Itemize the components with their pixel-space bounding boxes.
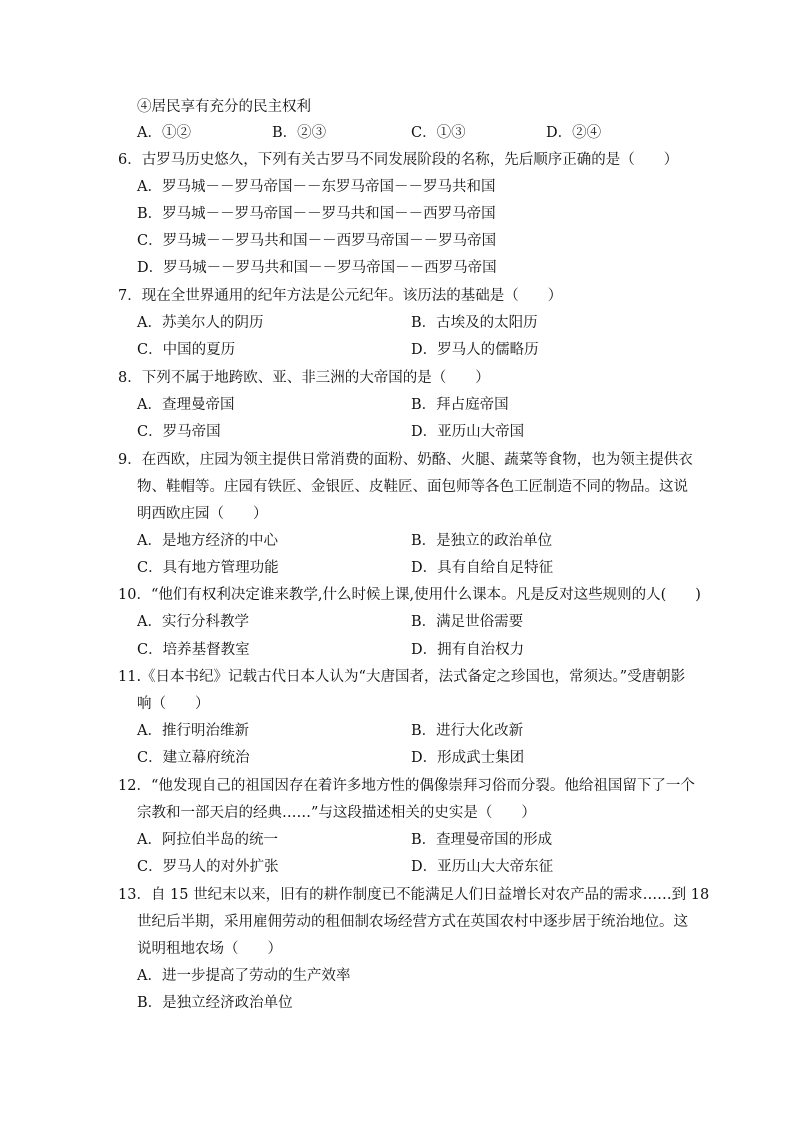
q7-option-d: D．罗马人的儒略历 xyxy=(411,342,539,358)
q13-stem-line-1: 13．自 15 世纪末以来，旧有的耕作制度已不能满足人们日益增长对农产品的需求……到 18 xyxy=(118,887,710,903)
q12-option-c: C．罗马人的对外扩张 xyxy=(137,859,279,875)
q6-option-a: A．罗马城－－罗马帝国－－东罗马帝国－－罗马共和国 xyxy=(137,179,496,195)
q9-stem-line-3: 明西欧庄园（ ） xyxy=(137,506,268,522)
q6-option-b: B．罗马城－－罗马帝国－－罗马共和国－－西罗马帝国 xyxy=(137,206,496,222)
q12-stem-line-2: 宗教和一部天启的经典……”与这段描述相关的史实是（ ） xyxy=(137,805,536,821)
q7-option-c: C．中国的夏历 xyxy=(137,342,236,358)
q13-stem-line-3: 说明租地农场（ ） xyxy=(137,941,282,957)
q6-stem: 6．古罗马历史悠久，下列有关古罗马不同发展阶段的名称，先后顺序正确的是（ ） xyxy=(118,152,679,168)
q9-option-c: C．具有地方管理功能 xyxy=(137,560,279,576)
q13-option-b: B．是独立经济政治单位 xyxy=(137,995,293,1011)
q9-stem-line-2: 物、鞋帽等。庄园有铁匠、金银匠、皮鞋匠、面包师等各色工匠制造不同的物品。这说 xyxy=(137,479,688,495)
q6-option-d: D．罗马城－－罗马共和国－－罗马帝国－－西罗马帝国 xyxy=(137,260,497,276)
q11-option-b: B．进行大化改新 xyxy=(411,723,524,739)
q5-statement-4: ④居民享有充分的民主权利 xyxy=(137,99,311,115)
q11-option-a: A．推行明治维新 xyxy=(137,723,249,739)
q11-option-d: D．形成武士集团 xyxy=(411,750,525,766)
q10-option-d: D．拥有自治权力 xyxy=(411,642,525,658)
q12-stem-line-1: 12．“他发现自己的祖国因存在着许多地方性的偶像崇拜习俗而分裂。他给祖国留下了一个 xyxy=(118,778,695,794)
q10-stem: 10．“他们有权利决定谁来教学,什么时候上课,使用什么课本。凡是反对这些规则的人( ) xyxy=(118,587,701,603)
q5-option-b: B．②③ xyxy=(272,125,327,141)
q9-stem-line-1: 9．在西欧，庄园为领主提供日常消费的面粉、奶酪、火腿、蔬菜等食物，也为领主提供衣 xyxy=(118,452,693,468)
q8-option-a: A．查理曼帝国 xyxy=(137,397,235,413)
q8-option-b: B．拜占庭帝国 xyxy=(411,397,509,413)
q11-stem-line-2: 响（ ） xyxy=(137,696,210,712)
q12-option-a: A．阿拉伯半岛的统一 xyxy=(137,832,278,848)
q5-option-a: A．①② xyxy=(137,125,191,141)
q7-stem: 7．现在全世界通用的纪年方法是公元纪年。该历法的基础是（ ） xyxy=(118,288,563,304)
q13-stem-line-2: 世纪后半期，采用雇佣劳动的租佃制农场经营方式在英国农村中逐步居于统治地位。这 xyxy=(137,914,688,930)
q8-stem: 8．下列不属于地跨欧、亚、非三洲的大帝国的是（ ） xyxy=(118,370,490,386)
q9-option-b: B．是独立的政治单位 xyxy=(411,533,553,549)
q11-option-c: C．建立幕府统治 xyxy=(137,750,250,766)
q6-option-c: C．罗马城－－罗马共和国－－西罗马帝国－－罗马帝国 xyxy=(137,233,497,249)
q8-option-c: C．罗马帝国 xyxy=(137,424,221,440)
q5-option-d: D．②④ xyxy=(546,125,602,141)
q13-option-a: A．进一步提高了劳动的生产效率 xyxy=(137,968,351,984)
q7-option-a: A．苏美尔人的阴历 xyxy=(137,315,264,331)
q7-option-b: B．古埃及的太阳历 xyxy=(411,315,538,331)
q12-option-d: D．亚历山大大帝东征 xyxy=(411,859,554,875)
q9-option-d: D．具有自给自足特征 xyxy=(411,560,554,576)
q10-option-c: C．培养基督教室 xyxy=(137,642,250,658)
q10-option-a: A．实行分科教学 xyxy=(137,614,249,630)
q10-option-b: B．满足世俗需要 xyxy=(411,614,524,630)
q9-option-a: A．是地方经济的中心 xyxy=(137,533,278,549)
q12-option-b: B．查理曼帝国的形成 xyxy=(411,832,553,848)
q11-stem-line-1: 11.《日本书纪》记载古代日本人认为“大唐国者，法式备定之珍国也，常须达。”受唐朝影 xyxy=(118,669,686,685)
q8-option-d: D．亚历山大帝国 xyxy=(411,424,525,440)
q5-option-c: C．①③ xyxy=(411,125,466,141)
